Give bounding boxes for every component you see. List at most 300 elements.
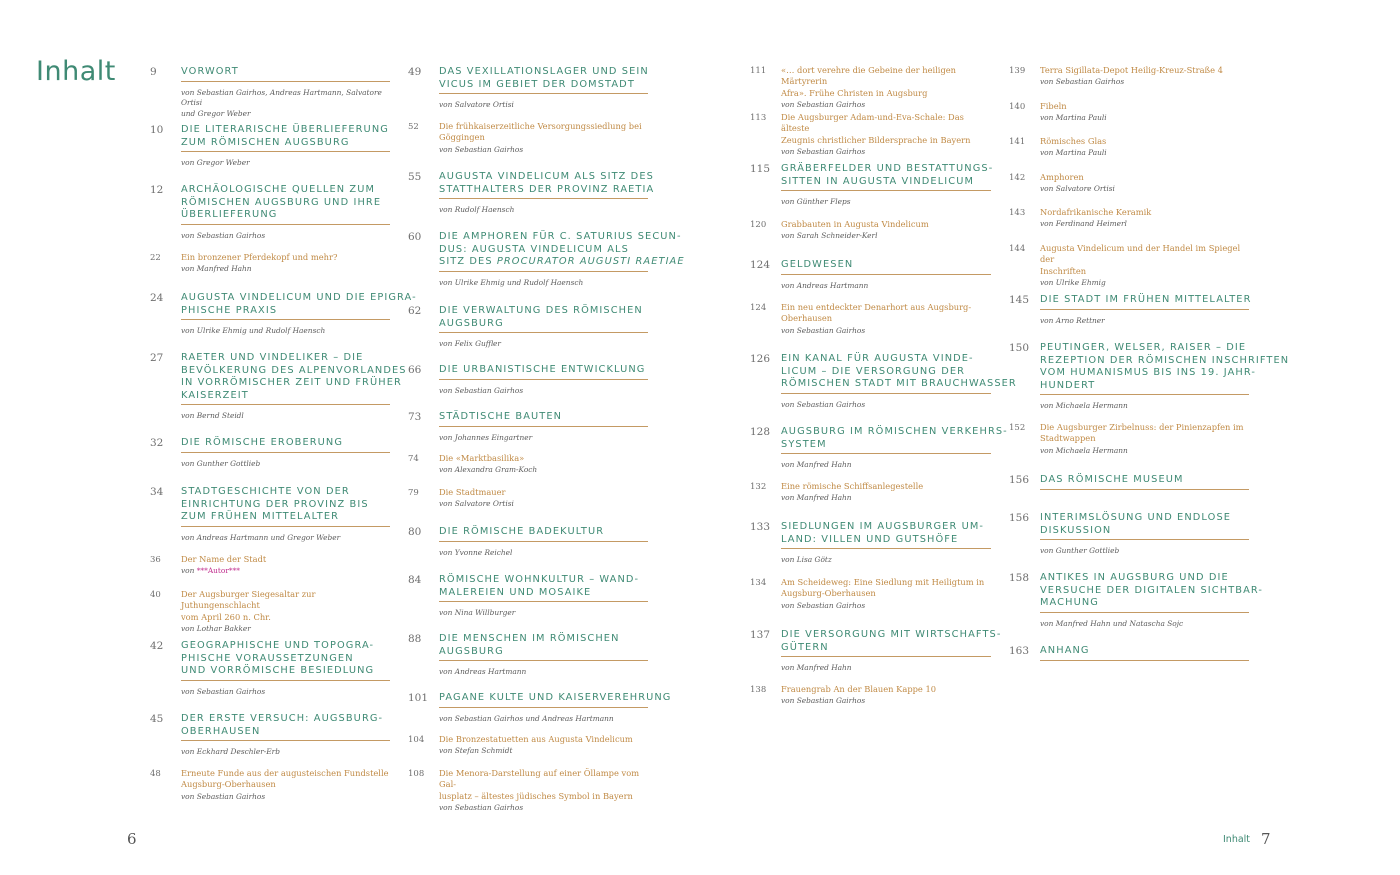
toc-chapter-entry[interactable] (408, 633, 648, 678)
title-line: VOM HUMANISMUS BIS INS 19. JAHR- (1040, 367, 1257, 379)
toc-chapter-entry[interactable] (1009, 512, 1249, 557)
title-line: vom April 260 n. Chr. (181, 611, 271, 622)
author-text: von Sebastian Gairhos (439, 385, 524, 395)
toc-page-number: 138 (750, 685, 767, 695)
toc-page-number: 32 (150, 437, 164, 449)
title-line: VORWORT (181, 66, 239, 77)
toc-page-number: 80 (408, 526, 422, 538)
toc-section-entry[interactable] (408, 487, 648, 509)
toc-chapter-entry[interactable] (408, 231, 685, 288)
title-line: ZUM FRÜHEN MITTELALTER (181, 511, 340, 523)
toc-chapter-entry[interactable] (750, 259, 991, 291)
toc-page-number: 142 (1009, 173, 1026, 183)
title-rule (439, 379, 648, 380)
title-line: Grabbauten in Augusta Vindelicum (781, 219, 929, 229)
author-text: von Alexandra Gram-Koch (439, 465, 538, 475)
toc-chapter-entry[interactable] (150, 66, 390, 119)
toc-chapter-entry[interactable] (1009, 645, 1249, 661)
author-line (181, 158, 390, 169)
author-text: von Stefan Schmidt (439, 746, 513, 756)
toc-section-entry[interactable] (750, 684, 991, 706)
toc-section-entry[interactable] (1009, 65, 1249, 87)
title-rule (439, 332, 648, 333)
title-line: EIN KANAL FÜR AUGUSTA VINDE- (781, 353, 974, 364)
title-line: Am Scheideweg: Eine Siedlung mit Heiligtum in (781, 577, 985, 587)
author-text: von Sarah Schneider-Kerl (781, 231, 878, 241)
author-text: von Sebastian Gairhos und Andreas Hartmann (439, 713, 614, 723)
toc-chapter-entry[interactable] (750, 521, 991, 566)
author-text: von Gregor Weber (181, 158, 250, 168)
author-text: von Bernd Steidl (181, 411, 244, 421)
title-line: «… dort verehre die Gebeine der heiligen Märtyrerin (781, 65, 957, 87)
title-line: lusplatz – ältestes jüdisches Symbol in Bayern (439, 790, 633, 801)
author-text: von Manfred Hahn (781, 493, 852, 503)
toc-page-number: 74 (408, 454, 419, 464)
author-text: von Salvatore Ortisi (1040, 184, 1115, 194)
title-line: DIE VERWALTUNG DES RÖMISCHEN (439, 305, 643, 316)
toc-page-number: 49 (408, 66, 422, 78)
title-line: Die Stadtmauer (439, 487, 506, 497)
title-rule (439, 93, 648, 94)
section-title (1040, 65, 1249, 76)
author-text: von Salvatore Ortisi (439, 100, 514, 110)
title-line: Der Name der Stadt (181, 554, 267, 564)
title-line: PHISCHE PRAXIS (181, 304, 278, 316)
title-rule (781, 274, 991, 275)
toc-page-number: 10 (150, 124, 164, 136)
title-line: Die Augsburger Adam-und-Eva-Schale: Das älteste (781, 112, 964, 134)
author-text: von Eckhard Deschler-Erb (181, 747, 280, 757)
title-line: VERSUCHE DER DIGITALEN SICHTBAR- (1040, 584, 1264, 596)
author-line (781, 663, 991, 674)
title-rule (1040, 489, 1249, 490)
section-title (439, 453, 648, 464)
title-rule (1040, 309, 1249, 310)
toc-page-number: 152 (1009, 423, 1026, 433)
toc-chapter-entry[interactable] (1009, 342, 1290, 412)
title-rule (439, 601, 648, 602)
chapter-title (439, 171, 655, 196)
title-line: IN VORRÖMISCHER ZEIT UND FRÜHER (181, 377, 402, 389)
toc-page-number: 52 (408, 122, 419, 132)
title-line: Terra Sigillata-Depot Heilig-Kreuz-Straße 4 (1040, 65, 1223, 75)
toc-chapter-entry[interactable] (408, 411, 648, 443)
toc-section-entry[interactable] (750, 481, 991, 503)
title-line: PAGANE KULTE UND KAISERVEREHRUNG (439, 692, 672, 703)
chapter-title (781, 629, 1002, 654)
toc-section-entry[interactable] (1009, 172, 1249, 194)
page-number-right: 7 (1261, 830, 1271, 848)
title-line: STADTGESCHICHTE VON DER (181, 486, 350, 497)
toc-page-number: 34 (150, 486, 164, 498)
title-line: Amphoren (1040, 172, 1084, 182)
toc-chapter-entry[interactable] (1009, 474, 1249, 490)
toc-chapter-entry[interactable] (408, 692, 672, 724)
title-line: Die frühkaiserzeitliche Versorgungssiedlung bei (439, 121, 642, 131)
toc-section-entry[interactable] (1009, 422, 1249, 456)
toc-chapter-entry[interactable] (150, 437, 390, 469)
author-text: von Sebastian Gairhos (1040, 77, 1125, 87)
title-line: DIE AMPHOREN FÜR C. SATURIUS SECUN- (439, 231, 682, 242)
section-title (439, 768, 648, 802)
toc-page-number: 22 (150, 253, 161, 263)
toc-section-entry[interactable] (750, 112, 991, 157)
author-text: von Sebastian Gairhos (181, 230, 266, 240)
toc-page-number: 62 (408, 305, 422, 317)
author-line (781, 230, 991, 241)
title-line: BEVÖLKERUNG DES ALPENVORLANDES (181, 364, 407, 376)
toc-section-entry[interactable] (150, 554, 390, 576)
title-rule (181, 319, 390, 320)
title-line: Göggingen (439, 132, 485, 143)
running-head: Inhalt (1223, 834, 1251, 845)
toc-chapter-entry[interactable] (750, 163, 994, 208)
title-line: KAISERZEIT (181, 389, 249, 401)
toc-chapter-entry[interactable] (750, 426, 1008, 471)
chapter-title (181, 352, 407, 402)
toc-page-number: 45 (150, 713, 164, 725)
title-line: Römisches Glas (1040, 136, 1107, 146)
title-rule (181, 81, 390, 82)
title-line: Die Menora-Darstellung auf einer Öllampe vom Gal- (439, 768, 640, 790)
author-text: von Ulrike Ehmig und Rudolf Haensch (439, 277, 584, 287)
author-line (781, 460, 991, 471)
author-placeholder: ***Autor*** (196, 566, 240, 576)
toc-section-entry[interactable] (1009, 136, 1249, 158)
author-text: von Sebastian Gairhos (781, 325, 866, 335)
toc-section-entry[interactable] (150, 768, 390, 802)
title-line: VICUS IM GEBIET DER DOMSTADT (439, 78, 635, 90)
toc-section-entry[interactable] (750, 65, 991, 110)
title-line (439, 256, 685, 269)
author-text: von Ulrike Ehmig (1040, 277, 1106, 287)
author-line (181, 687, 390, 698)
toc-page-number: 101 (408, 692, 429, 704)
title-rule (439, 198, 648, 199)
title-line: ANTIKES IN AUGSBURG UND DIE (1040, 572, 1229, 583)
author-text: von Andreas Hartmann (781, 280, 869, 290)
toc-chapter-entry[interactable] (150, 640, 390, 697)
author-line (1040, 277, 1249, 288)
toc-page-number: 145 (1009, 294, 1030, 306)
author-line (181, 326, 390, 337)
title-line: GÜTERN (781, 641, 829, 653)
section-title (781, 577, 991, 600)
toc-page-number: 27 (150, 352, 164, 364)
toc-section-entry[interactable] (1009, 207, 1249, 229)
toc-page-number: 150 (1009, 342, 1030, 354)
author-line (1040, 112, 1249, 123)
toc-page-number: 66 (408, 364, 422, 376)
title-italic-text: PROCURATOR AUGUSTI RAETIAE (496, 256, 685, 268)
toc-chapter-entry[interactable] (408, 574, 648, 619)
toc-page-number: 36 (150, 555, 161, 565)
title-line: REZEPTION DER RÖMISCHEN INSCHRIFTEN (1040, 354, 1290, 366)
title-line: Inschriften (1040, 265, 1087, 276)
toc-chapter-entry[interactable] (408, 171, 655, 216)
author-line (781, 695, 991, 706)
author-text: von Sebastian Gairhos (181, 791, 266, 801)
title-rule (1040, 660, 1249, 661)
toc-page-number: 140 (1009, 102, 1026, 112)
title-line: DIE RÖMISCHE EROBERUNG (181, 437, 344, 448)
section-title (439, 734, 648, 745)
section-title (1040, 101, 1249, 112)
title-line: DIE VERSORGUNG MIT WIRTSCHAFTS- (781, 629, 1002, 640)
section-title (1040, 422, 1249, 445)
toc-page-number: 84 (408, 574, 422, 586)
author-text: von Rudolf Haensch (439, 205, 515, 215)
section-title (781, 684, 991, 695)
title-rule (439, 426, 648, 427)
author-line (781, 492, 991, 503)
author-text: von Sebastian Gairhos (781, 696, 866, 706)
toc-page-number: 156 (1009, 512, 1030, 524)
author-line (439, 144, 648, 155)
author-text: von Sebastian Gairhos (181, 686, 266, 696)
author-line (439, 205, 648, 216)
toc-chapter-entry[interactable] (150, 184, 390, 241)
toc-chapter-entry[interactable] (408, 305, 648, 350)
section-title (781, 112, 991, 146)
author-text: von Lisa Götz (781, 555, 832, 565)
author-text: von Manfred Hahn (781, 663, 852, 673)
toc-section-entry[interactable] (408, 734, 648, 756)
author-line (439, 464, 648, 475)
section-title (1040, 243, 1249, 277)
toc-section-entry[interactable] (750, 219, 991, 241)
title-line: RÖMISCHEN AUGSBURG UND IHRE (181, 196, 382, 208)
author-text: von Manfred Hahn und Natascha Sojc (1040, 618, 1184, 628)
author-text: von Nina Willburger (439, 608, 516, 618)
author-line (1040, 445, 1249, 456)
author-line (439, 278, 648, 289)
author-line (439, 802, 648, 813)
title-line: Stadtwappen (1040, 433, 1096, 444)
title-rule (781, 190, 991, 191)
title-line: OBERHAUSEN (181, 725, 261, 737)
author-text: von Yvonne Reichel (439, 547, 513, 557)
toc-chapter-entry[interactable] (1009, 572, 1264, 629)
title-rule (1040, 612, 1249, 613)
section-title (181, 589, 390, 623)
title-line: ARCHÄOLOGISCHE QUELLEN ZUM (181, 184, 376, 195)
title-line: MALEREIEN UND MOSAIKE (439, 586, 592, 598)
title-rule (781, 656, 991, 657)
section-title (781, 219, 991, 230)
toc-section-entry[interactable] (408, 453, 648, 475)
title-line: GELDWESEN (781, 259, 854, 270)
toc-section-entry[interactable] (150, 252, 390, 274)
toc-page-number: 126 (750, 353, 771, 365)
title-line: STÄDTISCHE BAUTEN (439, 411, 563, 422)
toc-page-number: 120 (750, 220, 767, 230)
author-line (181, 747, 390, 758)
chapter-title (781, 163, 994, 188)
chapter-title (439, 574, 648, 599)
toc-section-entry[interactable] (750, 302, 991, 336)
title-line: DAS VEXILLATIONSLAGER UND SEIN (439, 66, 649, 77)
author-line (181, 411, 390, 422)
title-line: Fibeln (1040, 101, 1067, 111)
toc-chapter-entry[interactable] (150, 713, 390, 758)
chapter-title (439, 526, 648, 539)
section-title (1040, 136, 1249, 147)
author-text: von Gunther Gottlieb (1040, 546, 1120, 556)
title-line: AUGSBURG (439, 317, 504, 329)
toc-page-number: 48 (150, 769, 161, 779)
toc-page-number: 24 (150, 292, 164, 304)
title-line: SYSTEM (781, 438, 827, 450)
toc-page-number: 40 (150, 590, 161, 600)
author-line (439, 548, 648, 559)
toc-page-number: 115 (750, 163, 771, 175)
title-rule (439, 660, 648, 661)
author-text: von Felix Guffler (439, 339, 501, 349)
section-title (781, 302, 991, 325)
chapter-title (439, 692, 672, 705)
title-line: Ein neu entdeckter Denarhort aus Augsburg- (781, 302, 972, 312)
section-title (439, 487, 648, 498)
chapter-title (181, 66, 390, 79)
author-line (439, 667, 648, 678)
toc-chapter-entry[interactable] (408, 526, 648, 558)
author-line (181, 565, 390, 576)
toc-page-number: 163 (1009, 645, 1030, 657)
toc-section-entry[interactable] (408, 768, 648, 813)
title-rule (181, 452, 390, 453)
toc-chapter-entry[interactable] (1009, 294, 1252, 326)
toc-chapter-entry[interactable] (750, 629, 1002, 674)
title-rule (181, 680, 390, 681)
chapter-title (181, 184, 390, 222)
author-line (439, 714, 648, 725)
section-title (1040, 207, 1249, 218)
chapter-title (439, 66, 648, 91)
author-line (781, 600, 991, 611)
author-text: von Martina Pauli (1040, 148, 1107, 158)
toc-page-number: 111 (750, 66, 767, 76)
toc-chapter-entry[interactable] (750, 353, 1017, 410)
author-line (439, 498, 648, 509)
title-line: DIE MENSCHEN IM RÖMISCHEN (439, 633, 620, 644)
title-line: Ein bronzener Pferdekopf und mehr? (181, 252, 338, 262)
toc-chapter-entry[interactable] (408, 66, 648, 111)
title-line: DISKUSSION (1040, 524, 1112, 536)
toc-page-number: 73 (408, 411, 422, 423)
toc-chapter-entry[interactable] (150, 486, 390, 543)
author-line (1040, 218, 1249, 229)
chapter-title (439, 231, 685, 269)
author-line (1040, 546, 1249, 557)
author-line (181, 533, 390, 544)
toc-section-entry[interactable] (750, 577, 991, 611)
title-line: Augsburg-Oberhausen (181, 779, 276, 790)
title-line: Frauengrab An der Blauen Kappe 10 (781, 684, 937, 694)
contents-heading: Inhalt (36, 56, 116, 87)
toc-page-number: 143 (1009, 208, 1026, 218)
toc-section-entry[interactable] (408, 121, 648, 155)
author-text: von Michaela Hermann (1040, 445, 1128, 455)
title-line: AUGSBURG (439, 645, 504, 657)
title-rule (181, 224, 390, 225)
section-title (781, 65, 991, 99)
toc-chapter-entry[interactable] (150, 124, 390, 169)
title-rule (439, 707, 648, 708)
chapter-title (181, 437, 390, 450)
toc-section-entry[interactable] (1009, 101, 1249, 123)
toc-page-number: 108 (408, 769, 425, 779)
author-line (1040, 401, 1249, 412)
author-line (781, 197, 991, 208)
author-line (439, 745, 648, 756)
toc-page-number: 141 (1009, 137, 1026, 147)
author-line (181, 231, 390, 242)
title-line: Die Augsburger Zirbelnuss: der Pinienzapfen im (1040, 422, 1244, 432)
author-line (439, 608, 648, 619)
chapter-title (781, 353, 1017, 391)
author-line (781, 400, 991, 411)
toc-page-number: 139 (1009, 66, 1026, 76)
chapter-title (439, 305, 648, 330)
toc-page-number: 134 (750, 578, 767, 588)
title-line: PHISCHE VORAUSSETZUNGEN (181, 652, 354, 664)
author-text: von Günther Fleps (781, 197, 851, 207)
author-text: von Sebastian Gairhos, Andreas Hartmann, Salvatore Ortisi (181, 87, 382, 108)
title-line: Die Bronzestatuetten aus Augusta Vindelicum (439, 734, 633, 744)
title-line: EINRICHTUNG DER PROVINZ BIS (181, 498, 369, 510)
author-text: von Sebastian Gairhos (781, 399, 866, 409)
toc-section-entry[interactable] (1009, 243, 1249, 288)
toc-page-number: 60 (408, 231, 422, 243)
chapter-title (181, 640, 390, 678)
author-line (1040, 183, 1249, 194)
chapter-title (781, 259, 991, 272)
title-line: ZUM RÖMISCHEN AUGSBURG (181, 136, 350, 148)
title-rule (1040, 539, 1249, 540)
toc-page-number: 133 (750, 521, 771, 533)
toc-chapter-entry[interactable] (150, 352, 407, 422)
toc-section-entry[interactable] (150, 589, 390, 634)
author-line (781, 146, 991, 157)
title-rule (1040, 394, 1249, 395)
chapter-title (181, 486, 390, 524)
toc-page-number: 124 (750, 303, 767, 313)
title-line: GRÄBERFELDER UND BESTATTUNGS- (781, 163, 994, 174)
title-line: MACHUNG (1040, 597, 1099, 609)
author-line (781, 99, 991, 110)
toc-page-number: 79 (408, 488, 419, 498)
toc-page-number: 9 (150, 66, 157, 78)
author-line (781, 325, 991, 336)
chapter-title (781, 521, 991, 546)
title-rule (781, 393, 991, 394)
author-line (439, 100, 648, 111)
title-line: AUGUSTA VINDELICUM ALS SITZ DES (439, 171, 654, 182)
title-rule (439, 271, 648, 272)
title-rule (781, 453, 991, 454)
author-line (781, 555, 991, 566)
author-line (181, 791, 390, 802)
title-line: STATTHALTERS DER PROVINZ RAETIA (439, 183, 655, 195)
author-text: von Johannes Eingartner (439, 432, 533, 442)
chapter-title (1040, 572, 1264, 610)
title-line: Eine römische Schiffsanlegestelle (781, 481, 924, 491)
author-line (181, 623, 390, 634)
toc-chapter-entry[interactable] (408, 364, 648, 396)
chapter-title (181, 124, 390, 149)
toc-page-number: 132 (750, 482, 767, 492)
